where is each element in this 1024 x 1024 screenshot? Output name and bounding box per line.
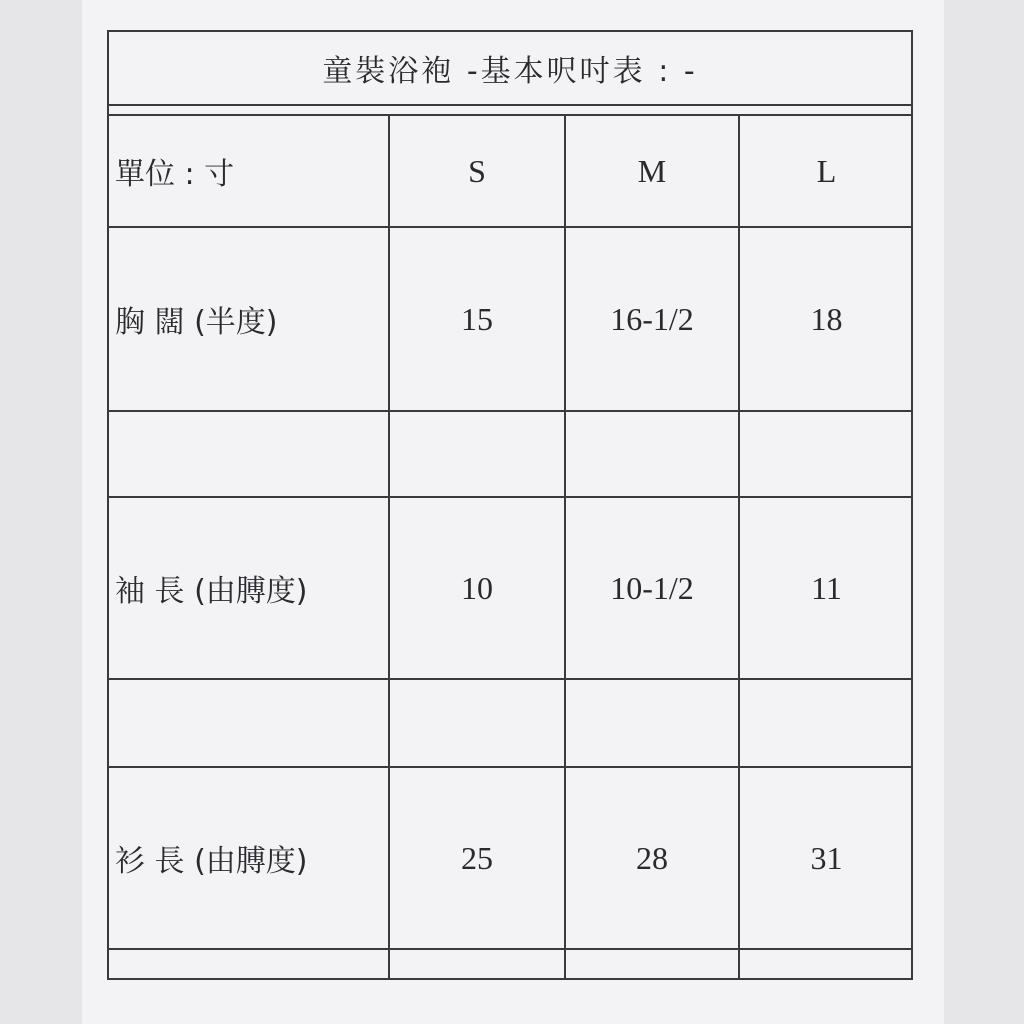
table-cell: 16-1/2 [610,300,694,337]
table-cell: 10-1/2 [610,569,694,606]
unit-label: 單位 : 寸 [115,157,235,192]
table-cell: 25 [461,839,493,876]
size-header-l: L [816,152,837,189]
row-label-sleeve: 袖 長 (由膊度) [115,574,308,609]
row-divider [109,410,911,412]
row-label-length: 衫 長 (由膊度) [115,844,308,879]
size-chart-table [107,30,913,980]
table-cell: 15 [461,300,493,337]
table-cell: 11 [811,569,842,606]
table-cell: 28 [636,839,668,876]
table-cell: 18 [810,300,843,337]
table-cell: 31 [810,839,843,876]
size-header-s: S [468,152,486,189]
title-divider [109,104,911,106]
table-cell: 10 [461,569,493,606]
document-title: 童裝浴袍 -基本呎吋表 : - [322,54,698,89]
row-label-chest: 胸 闊 (半度) [115,305,278,340]
row-divider [109,948,911,950]
row-divider [109,678,911,680]
size-header-m: M [637,152,667,189]
